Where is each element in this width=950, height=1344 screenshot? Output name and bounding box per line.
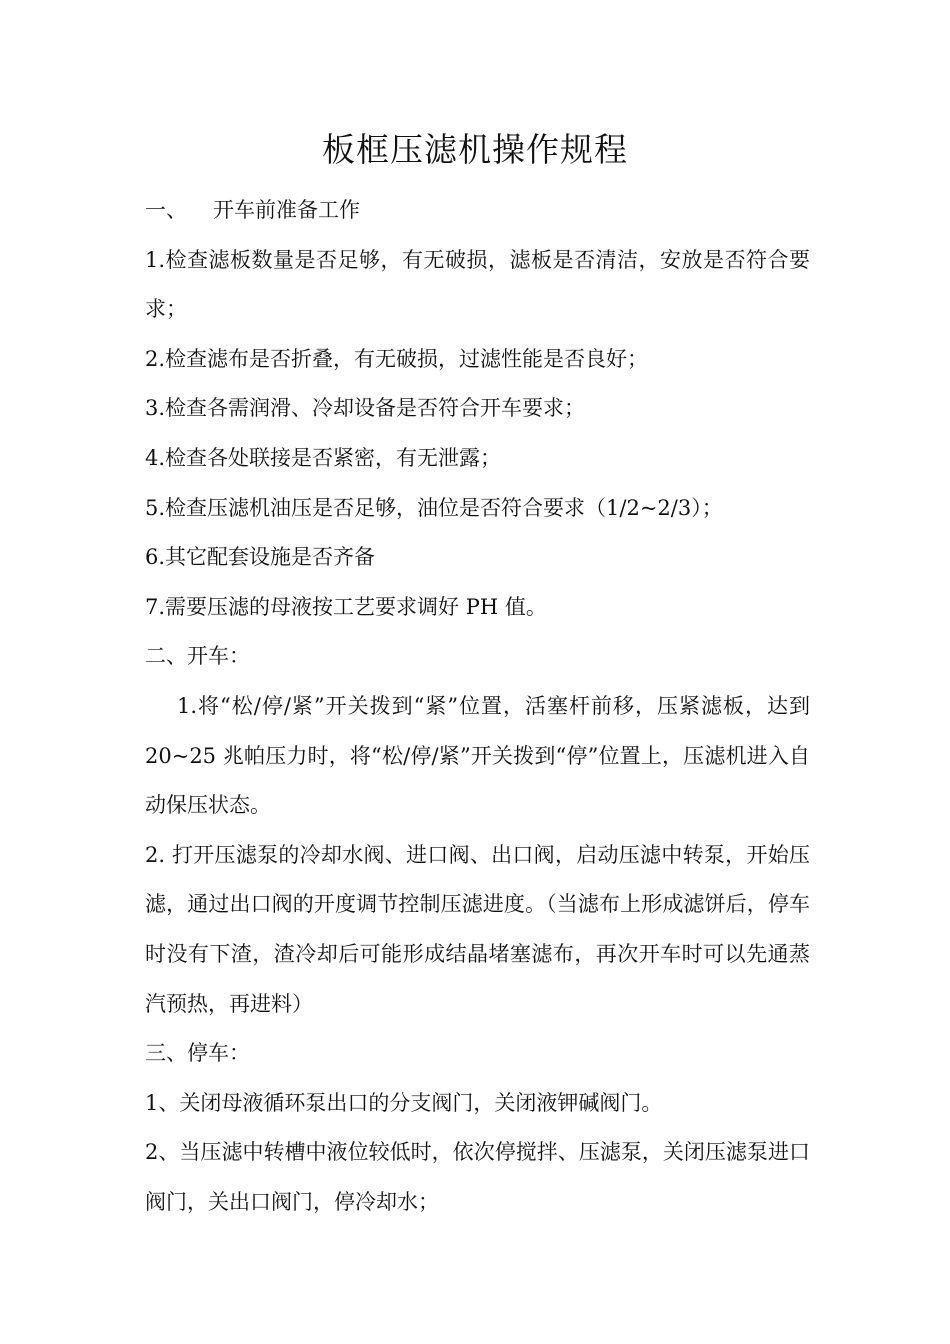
prep-item-4: 4.检查各处联接是否紧密，有无泄露； [145,445,502,470]
section-number: 一、 [145,198,187,222]
start-item-2: 2. 打开压滤泵的冷却水阀、进口阀、出口阀，启动压滤中转泵，开始压滤，通过出口阀的开度调节控制压滤进度。（当滤布上形成滤饼后，停车时没有下渣，渣冷却后可能形成结晶堵塞滤布，再次开车时可以先通蒸汽预热，再进料） [145,842,810,1016]
stop-item-1: 1、关闭母液循环泵出口的分支阀门，关闭液钾碱阀门。 [145,1090,663,1115]
start-item-1: 1.将“松/停/紧”开关拨到“紧”位置，活塞杆前移，压紧滤板，达到20~25 兆帕压力时，将“松/停/紧”开关拨到“停”位置上，压滤机进入自动保压状态。 [145,693,810,818]
prep-item-7: 7.需要压滤的母液按工艺要求调好 PH 值。 [145,594,547,619]
prep-item-2: 2.检查滤布是否折叠，有无破损，过滤性能是否良好； [145,346,649,371]
document-body [145,186,810,1227]
document-title: 板框压滤机操作规程 [322,130,628,169]
section-title: 开车前准备工作 [213,198,360,222]
prep-item-3: 3.检查各需润滑、冷却设备是否符合开车要求； [145,396,586,421]
prep-item-1: 1.检查滤板数量是否足够，有无破损，滤板是否清洁，安放是否符合要求； [145,247,810,322]
section-heading-stop: 三、停车： [145,1041,250,1066]
prep-item-6: 6.其它配套设施是否齐备 [145,545,376,570]
stop-item-2: 2、当压滤中转槽中液位较低时，依次停搅拌、压滤泵，关闭压滤泵进口阀门，关出口阀门，停冷却水； [145,1140,810,1214]
prep-item-5: 5.检查压滤机油压是否足够，油位是否符合要求（1/2~2/3）； [145,495,723,520]
section-heading-start: 二、开车： [145,644,250,669]
section-heading-prep [145,186,810,236]
